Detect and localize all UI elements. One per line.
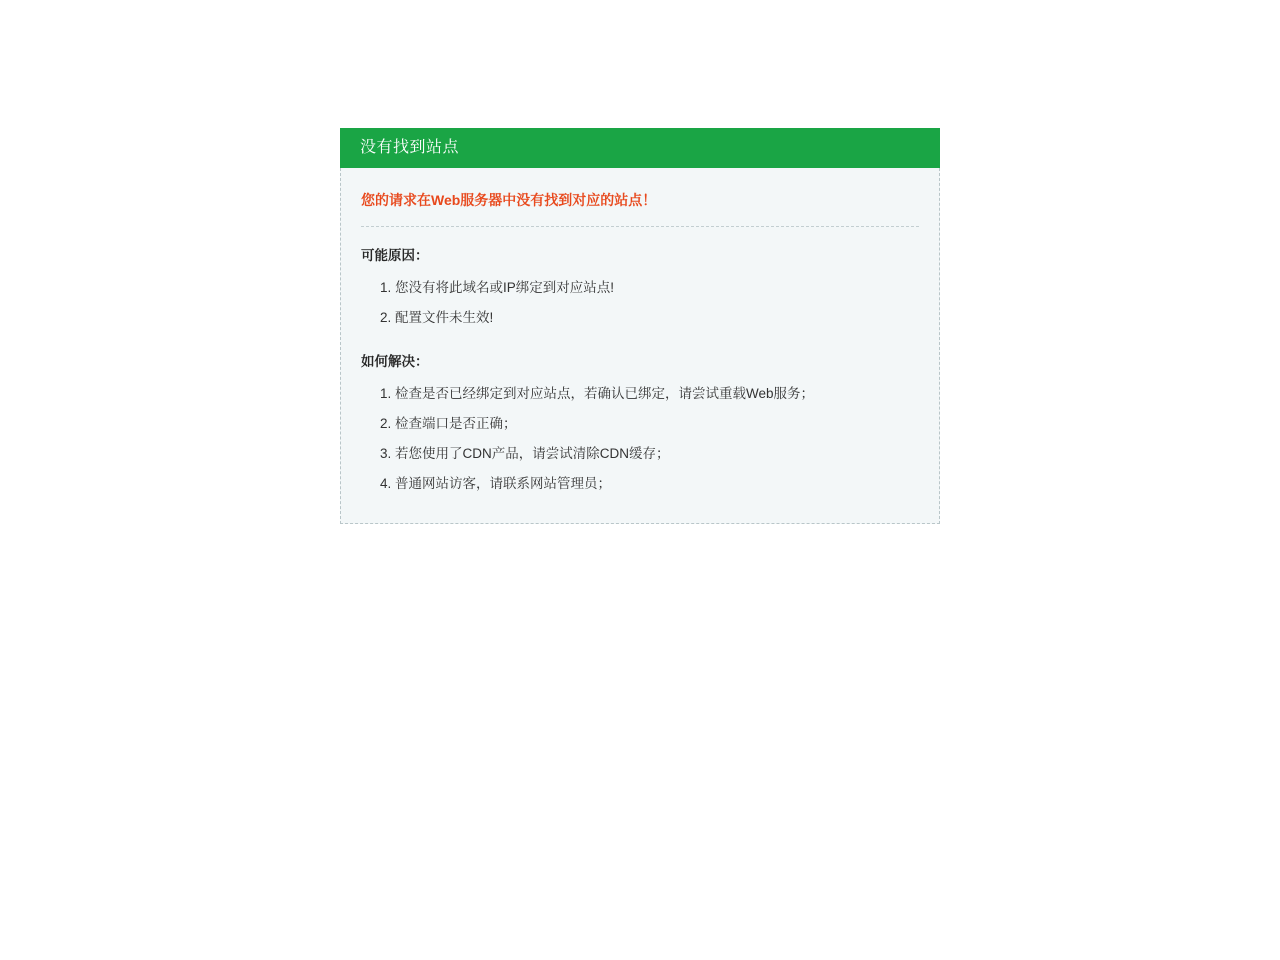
list-item: 4. 普通网站访客，请联系网站管理员； xyxy=(395,469,919,499)
error-panel xyxy=(340,128,940,524)
section-divider xyxy=(361,226,919,227)
possible-reasons-title: 可能原因： xyxy=(361,248,429,263)
list-item: 1. 您没有将此域名或IP绑定到对应站点! xyxy=(395,273,919,303)
solutions-list xyxy=(361,379,919,499)
possible-reasons-list xyxy=(361,273,919,333)
list-item: 2. 检查端口是否正确； xyxy=(395,409,919,439)
list-item: 1. 检查是否已经绑定到对应站点，若确认已绑定，请尝试重载Web服务； xyxy=(395,379,919,409)
list-item: 3. 若您使用了CDN产品，请尝试清除CDN缓存； xyxy=(395,439,919,469)
panel-body xyxy=(340,168,940,524)
list-item: 2. 配置文件未生效! xyxy=(395,303,919,333)
how-to-solve-title: 如何解决： xyxy=(361,354,429,369)
error-alert-message: 您的请求在Web服务器中没有找到对应的站点！ xyxy=(361,192,657,208)
panel-header-title: 没有找到站点 xyxy=(340,128,940,168)
